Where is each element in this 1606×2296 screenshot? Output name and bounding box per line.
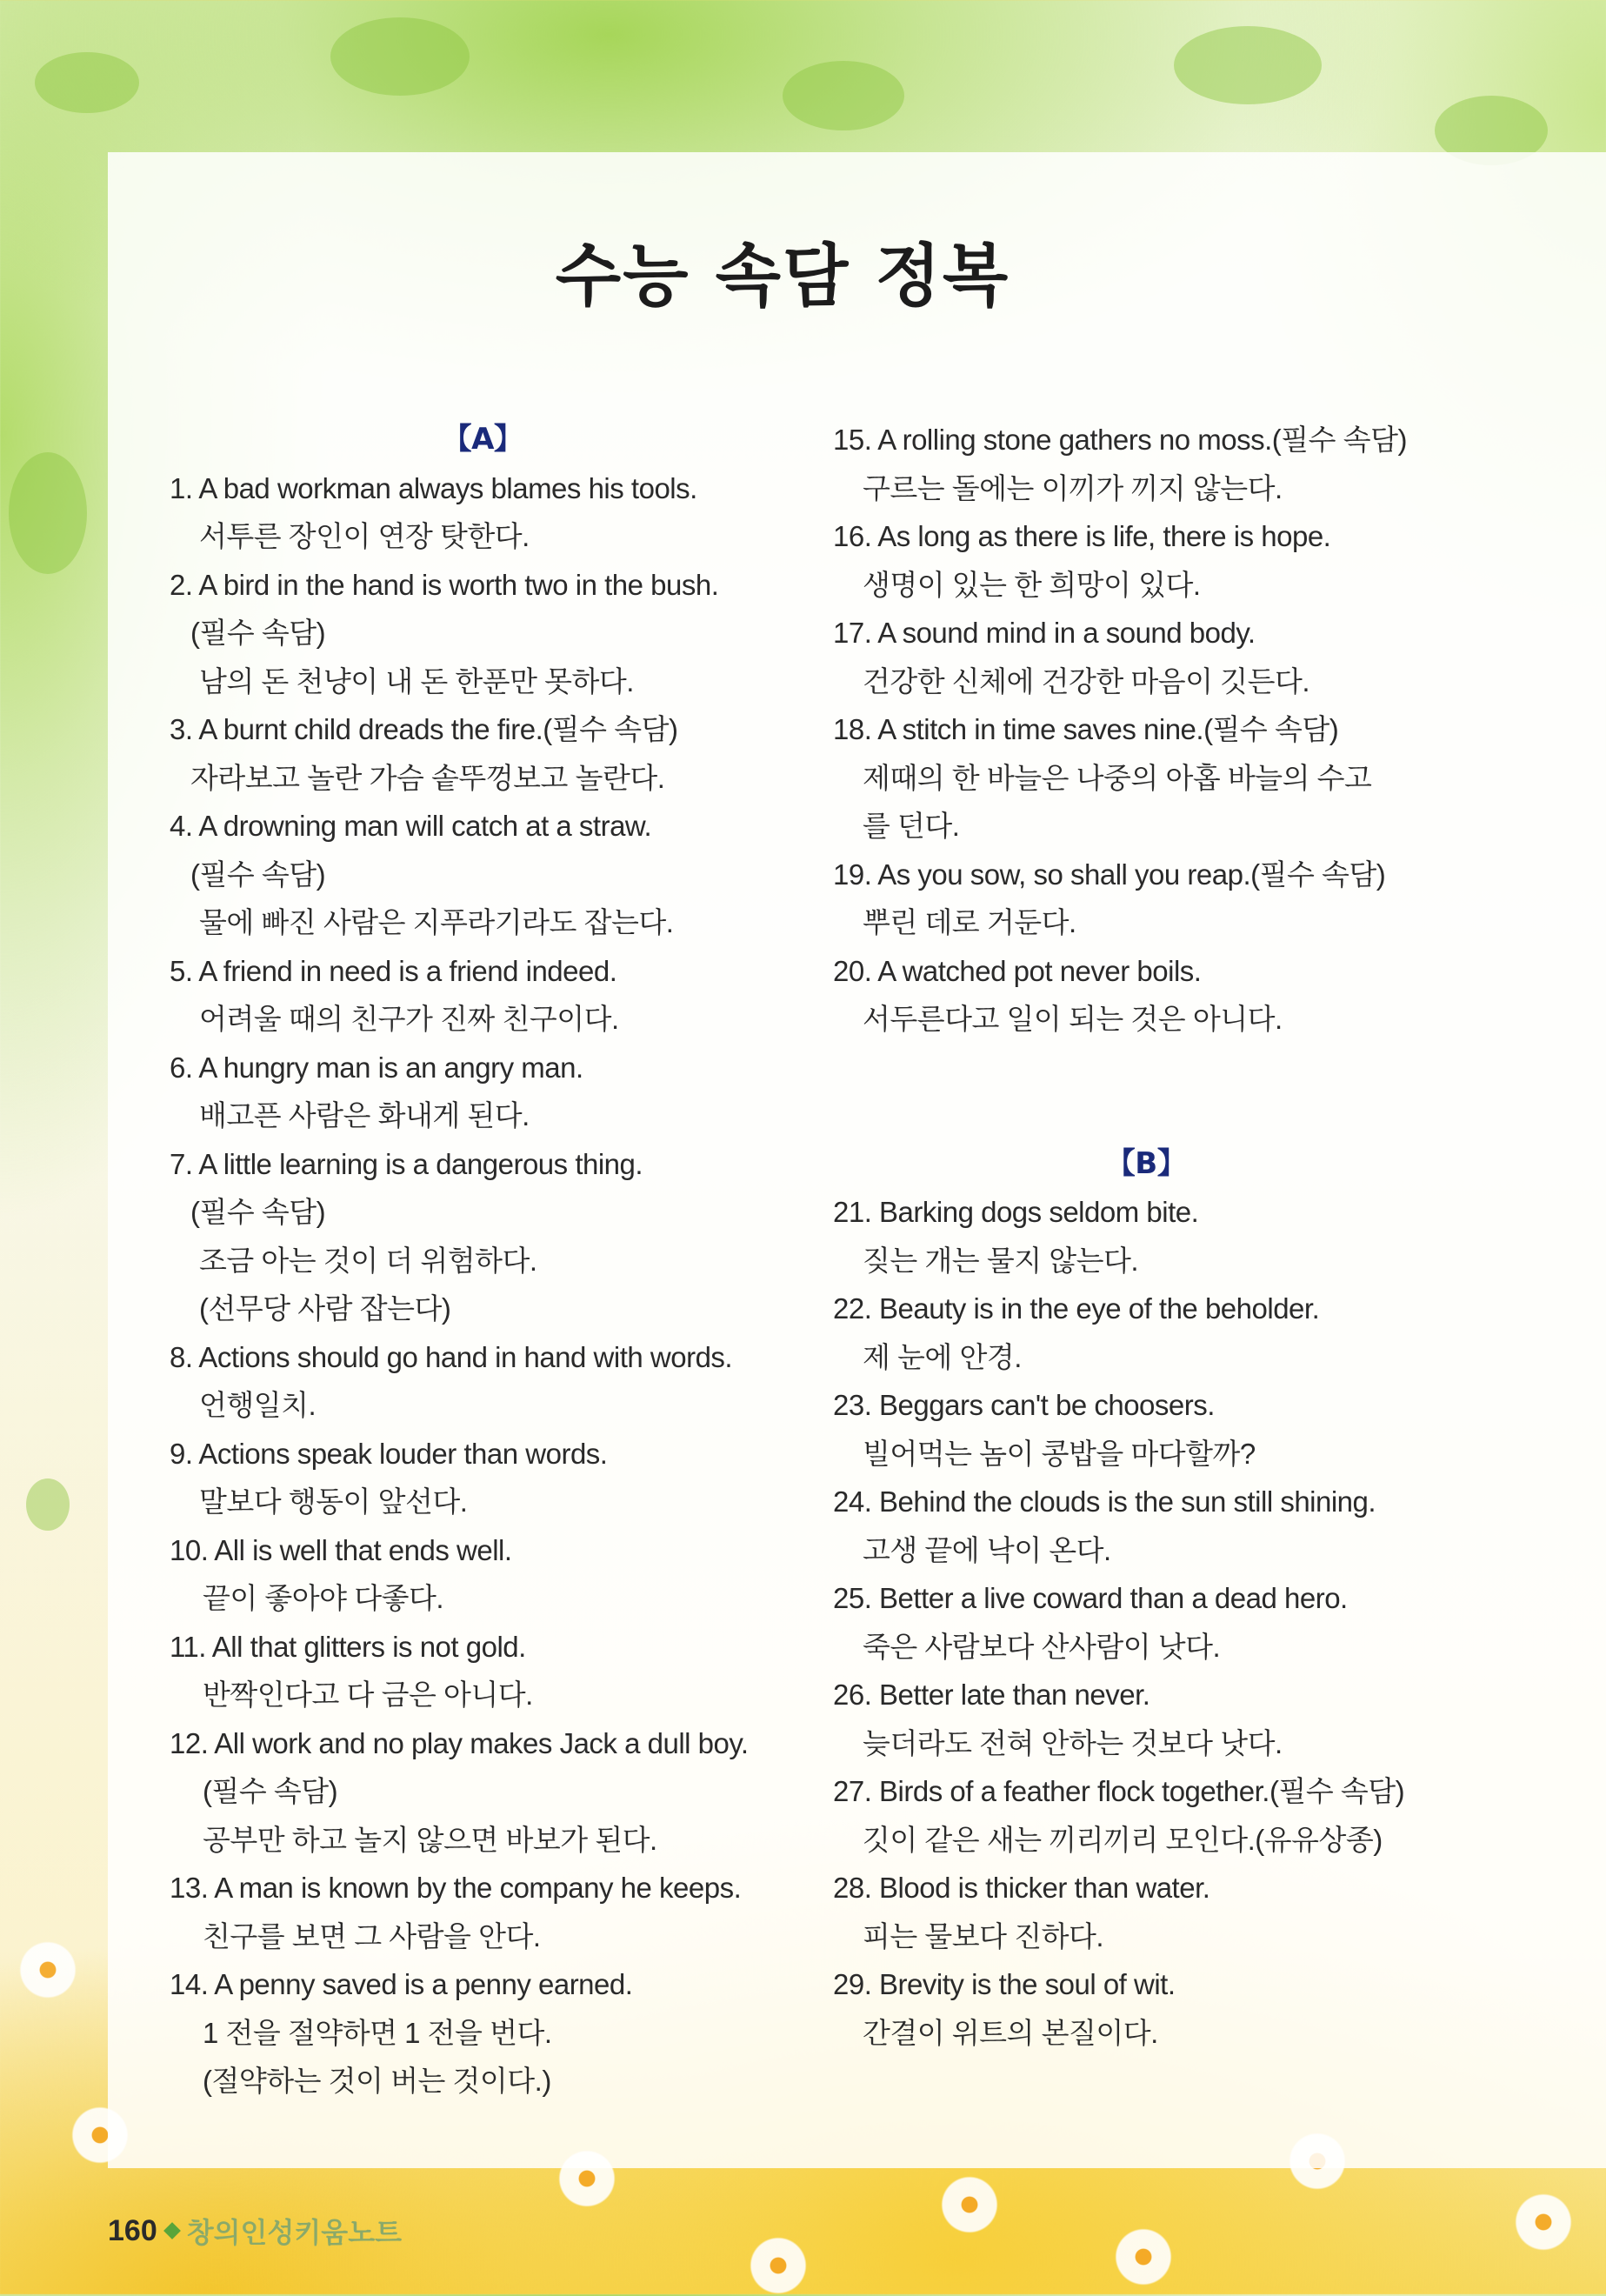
- proverb-note: (절약하는 것이 버는 것이다.): [203, 2065, 551, 2097]
- proverb-english: 3. A burnt child dreads the fire.(필수 속담): [170, 713, 678, 745]
- proverb-english: 11. All that glitters is not gold.: [170, 1630, 526, 1663]
- proverb-english: 21. Barking dogs seldom bite.: [833, 1196, 1199, 1228]
- proverb-english: 24. Behind the clouds is the sun still shining.: [833, 1485, 1376, 1518]
- proverb-english: 4. A drowning man will catch at a straw.: [170, 810, 652, 842]
- page-footer: [108, 2209, 402, 2253]
- book-title: 창의인성키움노트: [186, 2216, 403, 2249]
- proverb-english: 7. A little learning is a dangerous thing.: [170, 1147, 643, 1180]
- leaf-decoration: [783, 61, 904, 130]
- proverb-korean: 자라보고 놀란 가슴 솥뚜껑보고 놀란다.: [190, 761, 665, 794]
- proverb-english: 1. A bad workman always blames his tools.: [170, 471, 697, 504]
- proverb-english: 18. A stitch in time saves nine.(필수 속담): [833, 713, 1339, 745]
- proverb-korean: 친구를 보면 그 사람을 안다.: [203, 1919, 541, 1952]
- proverb-korean: 를 던다.: [863, 810, 960, 842]
- proverb-english: 8. Actions should go hand in hand with words.: [170, 1340, 733, 1373]
- leaf-decoration: [330, 17, 470, 96]
- proverb-english: 14. A penny saved is a penny earned.: [170, 1968, 633, 2000]
- proverb-korean: 언행일치.: [199, 1389, 317, 1421]
- proverb-english: 20. A watched pot never boils.: [833, 954, 1202, 987]
- proverb-note: (필수 속담): [190, 858, 326, 891]
- proverb-korean: 서투른 장인이 연장 탓한다.: [199, 520, 530, 552]
- proverb-english: 25. Better a live coward than a dead hero.: [833, 1582, 1348, 1614]
- proverb-korean: 구르는 돌에는 이끼가 끼지 않는다.: [863, 471, 1283, 504]
- proverb-note: (필수 속담): [203, 1775, 338, 1807]
- page-title: 수능 속담 정복: [555, 237, 1010, 316]
- proverb-korean: 물에 빠진 사람은 지푸라기라도 잡는다.: [199, 906, 674, 938]
- proverb-english: 2. A bird in the hand is worth two in the bush.: [170, 568, 719, 601]
- proverb-english: 12. All work and no play makes Jack a dull boy.: [170, 1726, 749, 1759]
- proverb-english: 29. Brevity is the soul of wit.: [833, 1968, 1176, 2000]
- diamond-bullet-icon: [163, 2222, 181, 2239]
- section-spacer: [833, 1044, 1459, 1140]
- leaf-decoration: [26, 1478, 70, 1531]
- proverb-korean: 배고픈 사람은 화내게 된다.: [199, 1099, 530, 1131]
- proverb-note: (선무당 사람 잡는다): [199, 1292, 451, 1325]
- proverb-korean: 남의 돈 천냥이 내 돈 한푼만 못하다.: [199, 664, 634, 697]
- proverb-korean: 뿌린 데로 거둔다.: [863, 906, 1076, 938]
- leaf-decoration: [1174, 26, 1322, 104]
- proverb-english: 13. A man is known by the company he keeps.: [170, 1872, 742, 1904]
- proverb-english: 22. Beauty is in the eye of the beholder.: [833, 1292, 1320, 1325]
- proverb-english: 9. Actions speak louder than words.: [170, 1437, 608, 1470]
- section-b-heading: 【B】: [1105, 1145, 1187, 1181]
- flower-decoration: [1113, 2226, 1174, 2287]
- flower-decoration: [748, 2235, 809, 2296]
- proverb-note: (필수 속담): [190, 617, 326, 649]
- proverb-english: 10. All is well that ends well.: [170, 1533, 512, 1566]
- flower-decoration: [17, 1939, 78, 2000]
- proverb-korean: 말보다 행동이 앞선다.: [199, 1485, 468, 1518]
- proverb-korean: 제 눈에 안경.: [863, 1340, 1022, 1373]
- proverb-korean: 늦더라도 전혀 안하는 것보다 낫다.: [863, 1726, 1283, 1759]
- proverb-korean: 피는 물보다 진하다.: [863, 1919, 1104, 1952]
- proverb-korean: 제때의 한 바늘은 나중의 아홉 바늘의 수고: [863, 761, 1372, 794]
- flower-decoration: [939, 2174, 1000, 2235]
- proverb-english: 27. Birds of a feather flock together.(필수 속담): [833, 1775, 1405, 1807]
- section-a-heading: 【A】: [442, 422, 523, 457]
- proverb-korean: 죽은 사람보다 산사람이 낫다.: [863, 1630, 1221, 1663]
- proverb-korean: 고생 끝에 낙이 온다.: [863, 1533, 1111, 1566]
- proverb-korean: 생명이 있는 한 희망이 있다.: [863, 568, 1201, 601]
- proverb-korean: 조금 아는 것이 더 위험하다.: [199, 1244, 537, 1277]
- proverb-english: 6. A hungry man is an angry man.: [170, 1051, 583, 1084]
- leaf-decoration: [35, 52, 139, 113]
- proverb-english: 15. A rolling stone gathers no moss.(필수 속담): [833, 424, 1407, 456]
- proverb-korean: 깃이 같은 새는 끼리끼리 모인다.(유유상종): [863, 1823, 1383, 1856]
- proverb-korean: 반짝인다고 다 금은 아니다.: [203, 1679, 533, 1711]
- flower-decoration: [1513, 2192, 1574, 2253]
- proverb-english: 16. As long as there is life, there is hope.: [833, 520, 1331, 552]
- proverb-korean: 건강한 신체에 건강한 마음이 깃든다.: [863, 664, 1310, 697]
- proverb-note: (필수 속담): [190, 1196, 326, 1228]
- proverb-english: 26. Better late than never.: [833, 1679, 1150, 1711]
- left-column: [170, 416, 796, 2106]
- proverb-korean: 끝이 좋아야 다좋다.: [203, 1582, 444, 1614]
- proverb-korean: 짖는 개는 물지 않는다.: [863, 1244, 1139, 1277]
- right-column: [833, 416, 1459, 2057]
- proverb-korean: 1 전을 절약하면 1 전을 번다.: [203, 2016, 552, 2049]
- leaf-decoration: [9, 452, 87, 574]
- proverb-english: 17. A sound mind in a sound body.: [833, 617, 1256, 649]
- proverb-korean: 서두른다고 일이 되는 것은 아니다.: [863, 1003, 1283, 1035]
- proverb-english: 28. Blood is thicker than water.: [833, 1872, 1210, 1904]
- proverb-korean: 간결이 위트의 본질이다.: [863, 2016, 1158, 2049]
- proverb-english: 5. A friend in need is a friend indeed.: [170, 954, 617, 987]
- proverb-english: 23. Beggars can't be choosers.: [833, 1389, 1215, 1421]
- proverb-english: 19. As you sow, so shall you reap.(필수 속담): [833, 858, 1386, 891]
- proverb-korean: 빌어먹는 놈이 콩밥을 마다할까?: [863, 1437, 1256, 1470]
- proverb-korean: 공부만 하고 놀지 않으면 바보가 된다.: [203, 1823, 657, 1856]
- proverb-korean: 어려울 때의 친구가 진짜 친구이다.: [199, 1003, 619, 1035]
- page-number: 160: [108, 2213, 157, 2247]
